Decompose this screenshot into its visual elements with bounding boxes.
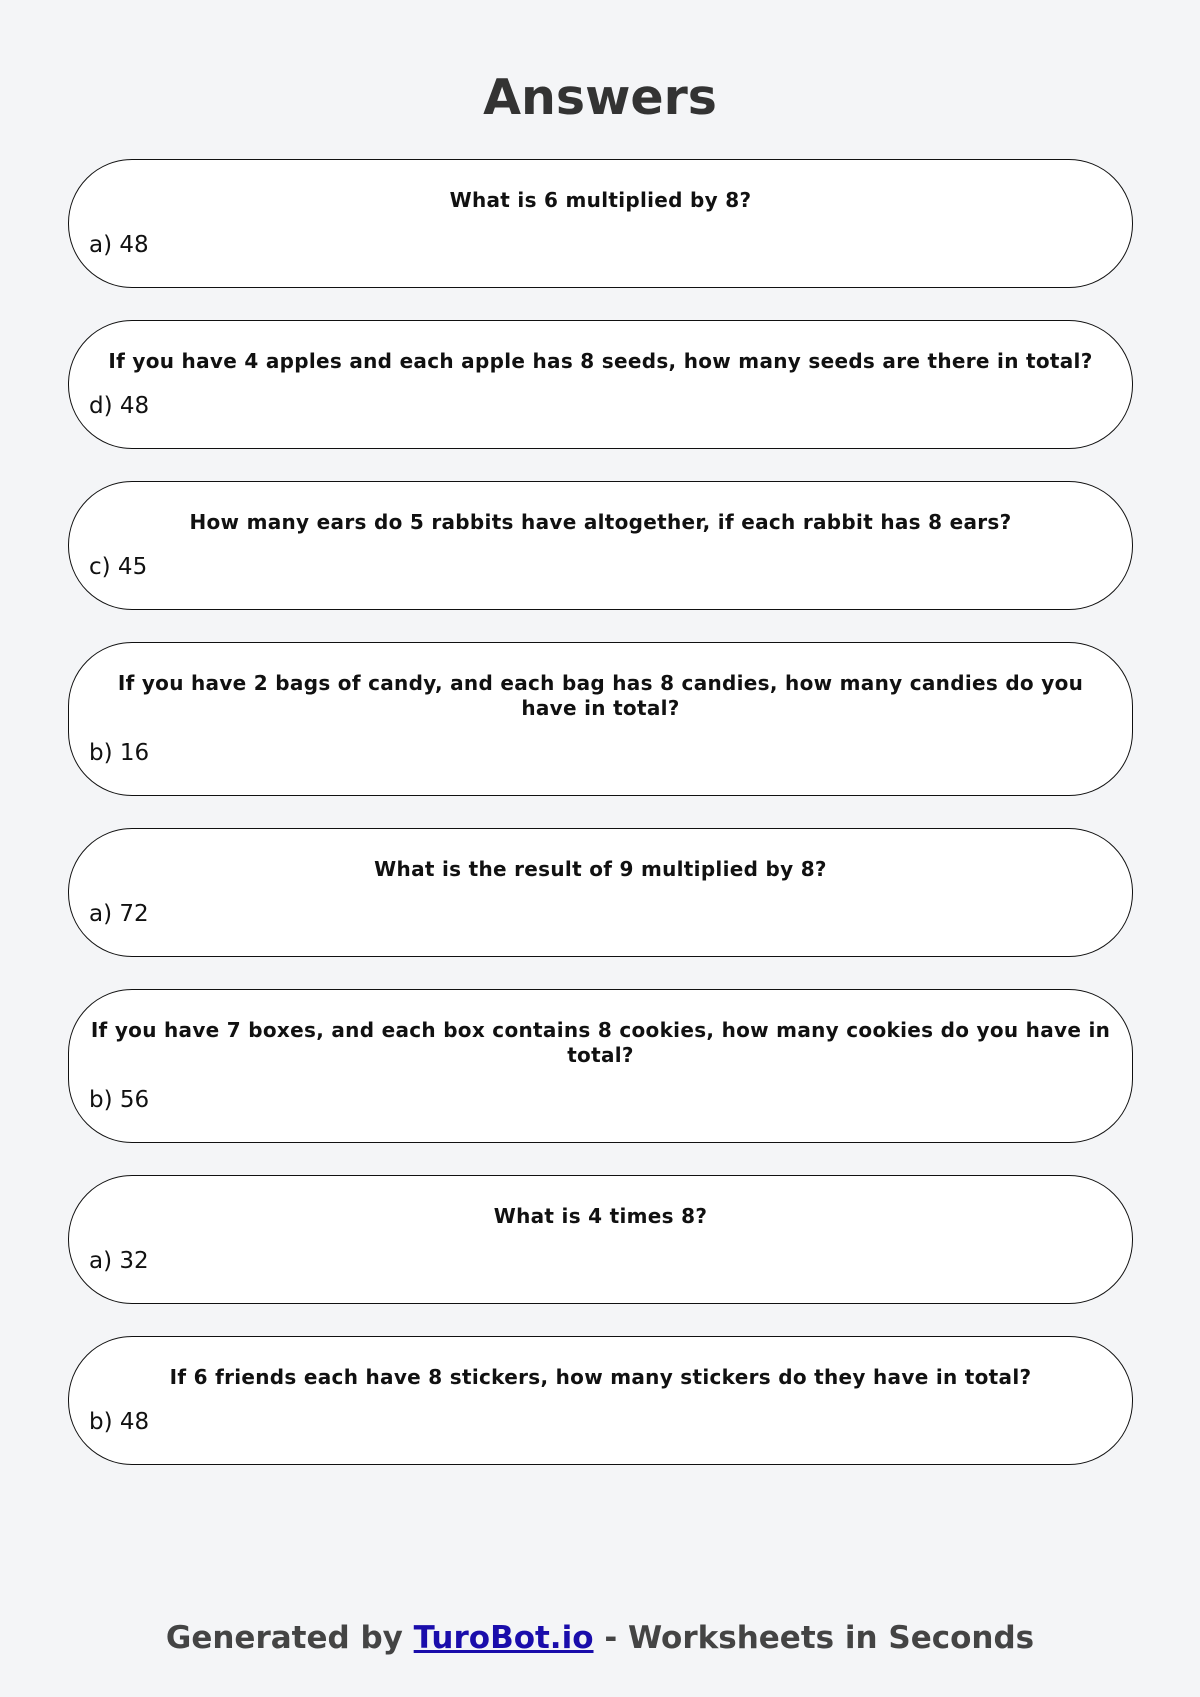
- answer-card: [68, 320, 1133, 449]
- answer-text: d) 48: [89, 393, 150, 419]
- answer-card: [68, 828, 1133, 957]
- question-text: What is the result of 9 multiplied by 8?: [374, 857, 827, 881]
- answer-card: [68, 989, 1133, 1143]
- answer-text: b) 56: [89, 1087, 150, 1113]
- answer-text: a) 72: [89, 901, 149, 927]
- answer-card: [68, 1175, 1133, 1304]
- answer-card: [68, 159, 1133, 288]
- question-text: If you have 2 bags of candy, and each bag has 8 candies, how many candies do you have in total?: [117, 671, 1084, 720]
- footer-suffix: - Worksheets in Seconds: [604, 1620, 1035, 1656]
- answer-text: b) 48: [89, 1409, 150, 1435]
- page-title: Answers: [483, 69, 717, 126]
- answer-text: c) 45: [89, 554, 148, 580]
- answer-list: [68, 159, 1133, 1497]
- question-text: If 6 friends each have 8 stickers, how many stickers do they have in total?: [169, 1365, 1032, 1389]
- turobot-link[interactable]: TuroBot.io: [413, 1620, 594, 1656]
- answer-card: [68, 1336, 1133, 1465]
- answer-card: [68, 642, 1133, 796]
- question-text: What is 6 multiplied by 8?: [449, 188, 752, 212]
- footer: [0, 1618, 1200, 1658]
- question-text: If you have 7 boxes, and each box contains 8 cookies, how many cookies do you have in total?: [90, 1018, 1111, 1067]
- question-text: If you have 4 apples and each apple has 8 seeds, how many seeds are there in total?: [108, 349, 1093, 373]
- answer-text: a) 32: [89, 1248, 149, 1274]
- answer-text: b) 16: [89, 740, 150, 766]
- answer-text: a) 48: [89, 232, 149, 258]
- footer-prefix: Generated by: [165, 1620, 403, 1656]
- question-text: What is 4 times 8?: [493, 1204, 708, 1228]
- answer-card: [68, 481, 1133, 610]
- question-text: How many ears do 5 rabbits have altogether, if each rabbit has 8 ears?: [189, 510, 1012, 534]
